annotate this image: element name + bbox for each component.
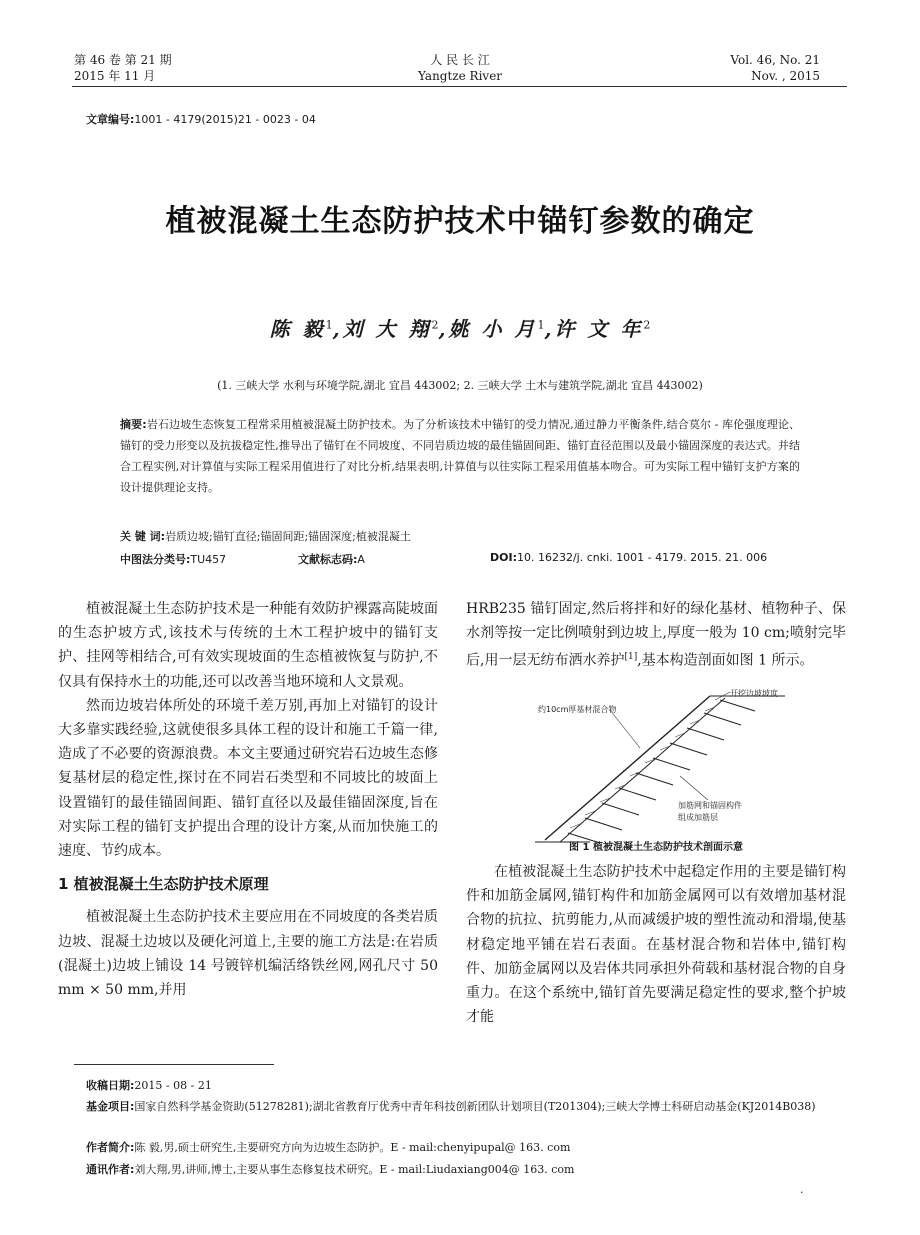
figure-label-substrate: 约10cm厚基材混合物 [538,705,617,714]
abstract-label: 摘要: [120,418,147,431]
doc-code-value: A [357,553,365,566]
received-label: 收稿日期: [86,1079,135,1092]
body-text: ,基本构造剖面如图 1 所示。 [637,653,814,670]
footnote-rule [74,1064,274,1065]
corresponding-value: 刘大翔,男,讲师,博士,主要从事生态修复技术研究。E - mail:Liudaxiang004@ 163. com [134,1163,575,1176]
footnote-author [86,1138,846,1157]
date-en: Nov. , 2015 [751,69,820,83]
received-value: 2015 - 08 - 21 [134,1079,212,1092]
keywords-label: 关 键 词: [120,530,166,543]
header-rule [72,86,847,87]
body-paragraph: 植被混凝土生态防护技术是一种能有效防护裸露高陡坡面的生态护坡方式,该技术与传统的土木工程护坡中的锚钉支护、挂网等相结合,可有效实现坡面的生态植被恢复与防护,不仅具有保持水土的功能,还可以改善当地环境和人文景观。 [58,601,438,690]
volume-issue-cn: 第 46 卷 第 21 期 [74,53,172,67]
figure-label-mesh: 加筋网和锚固构件 [678,801,742,810]
figure-1 [530,688,790,846]
author-name: 姚 小 月 [448,317,538,341]
anchor-nails [568,700,755,843]
body-paragraph: 然而边坡岩体所处的环境千差万别,再加上对锚钉的设计大多靠实践经验,这就使很多具体工程的设计和施工千篇一律,造成了不必要的资源浪费。本文主要通过研究岩石边坡生态修复基材层的稳定性,探讨在不同岩石类型和不同坡比的坡面上设置锚钉的最佳锚固间距、锚钉直径以及最佳锚固深度,旨在对实际工程的锚钉支护提出合理的设计方案,从而加快施工的速度、节约成本。 [58,697,438,860]
figure-label-slope: 开挖边坡坡度 [730,689,778,698]
leader-line [610,710,640,748]
figure-caption: 图 1 植被混凝土生态防护技术剖面示意 [569,842,743,853]
journal-name-en: Yangtze River [417,69,503,83]
body-right-column-bottom [466,860,846,1029]
author-name: 许 文 年 [554,317,644,341]
body-paragraph: 植被混凝土生态防护技术主要应用在不同坡度的各类岩质边坡、混凝土边坡以及硬化河道上,主要的施工方法是:在岩质(混凝土)边坡上铺设 14 号镀锌机编活络铁丝网,网孔尺寸 50 mm × 50 mm,并用 [58,909,438,999]
author-affil-mark: 2 [431,318,439,332]
keywords [120,528,800,544]
section-heading: 1 植被混凝土生态防护技术原理 [58,875,269,894]
running-header-right [730,52,820,84]
page-mark: · [800,1186,804,1199]
abstract-text: 岩石边坡生态恢复工程常采用植被混凝土防护技术。为了分析该技术中锚钉的受力情况,通过静力平衡条件,结合莫尔 - 库伦强度理论、锚钉的受力形变以及抗拔稳定性,推导出了锚钉在不同坡度、不同岩质边坡的最佳锚固间距、锚钉直径范围以及最小锚固深度的表达式。并结合工程实例,对计算值与实际工程采用值进行了对比分析,结果表明,计算值与以往实际工程采用值基本吻合。可为实际工程中锚钉支护方案的设计提供理论支持。 [120,418,800,494]
article-number-value: 1001 - 4179(2015)21 - 0023 - 04 [134,113,316,126]
body-right-column-top [466,597,846,673]
article-number [86,111,316,127]
affiliations: (1. 三峡大学 水利与环境学院,湖北 宜昌 443002; 2. 三峡大学 土木与建筑学院,湖北 宜昌 443002) [217,379,703,392]
fund-label: 基金项目: [86,1100,135,1113]
body-text: HRB235 锚钉固定,然后将拌和好的绿化基材、植物种子、保水剂等按一定比例喷射到边坡上,厚度一般为 10 cm;喷射完毕后,用一层无纺布洒水养护 [466,601,846,670]
author-affil-mark: 1 [325,318,333,332]
clc-label: 中图法分类号: [120,553,191,566]
author-affil-mark: 1 [537,318,545,332]
author-bio-value: 陈 毅,男,硕士研究生,主要研究方向为边坡生态防护。E - mail:chenyipupal@ 163. com [134,1141,571,1154]
volume-issue-en: Vol. 46, No. 21 [730,53,820,67]
citation-ref: [1] [624,652,638,663]
doi-label: DOI: [490,551,517,564]
body-paragraph [466,597,846,673]
footnote-corresponding [86,1160,846,1179]
figure-label-layer: 组成加筋层 [678,813,718,822]
doc-code-label: 文献标志码: [298,553,358,566]
body-paragraph: 在植被混凝土生态防护技术中起稳定作用的主要是锚钉构件和加筋金属网,锚钉构件和加筋金属网可以有效增加基材混合物的抗拉、抗剪能力,从而减缓护坡的塑性流动和滑塌,使基材稳定地平铺在岩石表面。在基材混合物和岩体中,锚钉构件、加筋金属网以及岩体共同承担外荷载和基材混合物的自身重力。在这个系统中,锚钉首先要满足稳定性的要求,整个护坡才能 [466,864,846,1026]
corresponding-label: 通讯作者: [86,1163,135,1176]
author-name: 陈 毅 [269,317,326,341]
abstract [120,414,800,498]
article-number-label: 文章编号: [86,113,135,126]
author-list: 陈 毅$^1$,刘 大 翔$^2$,姚 小 月$^1$,许 文 年$^2$ [269,317,651,341]
fund-value: 国家自然科学基金资助(51278281);湖北省教育厅优秀中青年科技创新团队计划项目(T201304);三峡大学博士科研启动基金(KJ2014B038) [134,1100,816,1113]
keywords-text: 岩质边坡;锚钉直径;锚固间距;锚固深度;植被混凝土 [165,530,411,543]
footnote-received [86,1076,846,1095]
body-left-column [58,597,438,1002]
author-name: 刘 大 翔 [342,317,432,341]
footnote-fund [86,1097,846,1116]
leader-line [680,776,708,800]
doi-value: 10. 16232/j. cnki. 1001 - 4179. 2015. 21. 006 [516,551,768,564]
journal-name-cn: 人 民 长 江 [430,53,490,67]
paper-title: 植被混凝土生态防护技术中锚钉参数的确定 [165,204,755,239]
clc-value: TU457 [190,553,227,566]
classification-line [120,551,800,567]
author-bio-label: 作者简介: [86,1141,135,1154]
author-affil-mark: 2 [643,318,651,332]
date-cn: 2015 年 11 月 [74,69,156,83]
